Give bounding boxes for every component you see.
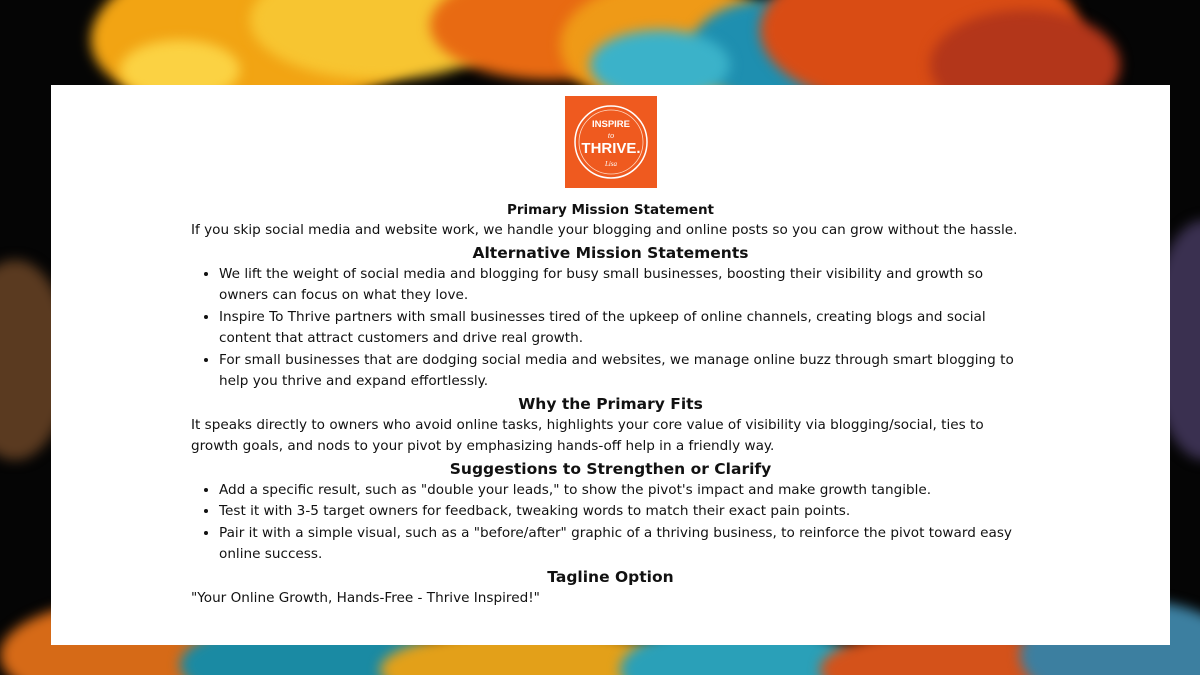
list-item: • Inspire To Thrive partners with small businesses tired of the upkeep of online channels, creating blogs and social content that attract customers and drive real growth.	[219, 307, 1030, 350]
list-item: • Test it with 3-5 target owners for feedback, tweaking words to match their exact pain points.	[219, 501, 1030, 523]
logo-line3: THRIVE.	[580, 140, 641, 157]
primary-text: If you skip social media and website work, we handle your blogging and online posts so you can grow without the hassle.	[191, 222, 1018, 238]
why-heading: Why the Primary Fits	[518, 394, 703, 413]
inspire-to-thrive-logo	[565, 96, 657, 188]
list-item: • Pair it with a simple visual, such as a "before/after" graphic of a thriving business, to reinforce the pivot toward easy online success.	[219, 523, 1030, 566]
logo-badge	[565, 96, 657, 188]
tagline-text: "Your Online Growth, Hands-Free - Thrive Inspired!"	[191, 589, 540, 606]
document-body	[51, 200, 1170, 609]
list-item: • For small businesses that are dodging social media and websites, we manage online buzz through smart blogging to help you thrive and expand effortlessly.	[219, 350, 1030, 393]
logo-line1: INSPIRE	[591, 119, 630, 130]
suggestions-heading: Suggestions to Strengthen or Clarify	[449, 459, 772, 478]
list-item: • We lift the weight of social media and blogging for busy small businesses, boosting their visibility and growth so owners can focus on what they love.	[219, 264, 1030, 307]
alternatives-heading: Alternative Mission Statements	[472, 243, 749, 262]
content-card	[51, 85, 1170, 645]
logo-signature: Lisa	[604, 160, 617, 168]
suggestions-list	[191, 480, 1030, 566]
logo-line2: to	[607, 131, 614, 140]
alternatives-list	[191, 264, 1030, 393]
tagline-heading: Tagline Option	[547, 567, 674, 586]
primary-heading: Primary Mission Statement	[506, 202, 715, 218]
list-item: • Add a specific result, such as "double your leads," to show the pivot's impact and make growth tangible.	[219, 480, 1030, 502]
why-text: It speaks directly to owners who avoid online tasks, highlights your core value of visibility via blogging/social, ties to growth goals, and nods to your pivot by emphasizing hands-off help in a friendly way.	[191, 416, 984, 454]
